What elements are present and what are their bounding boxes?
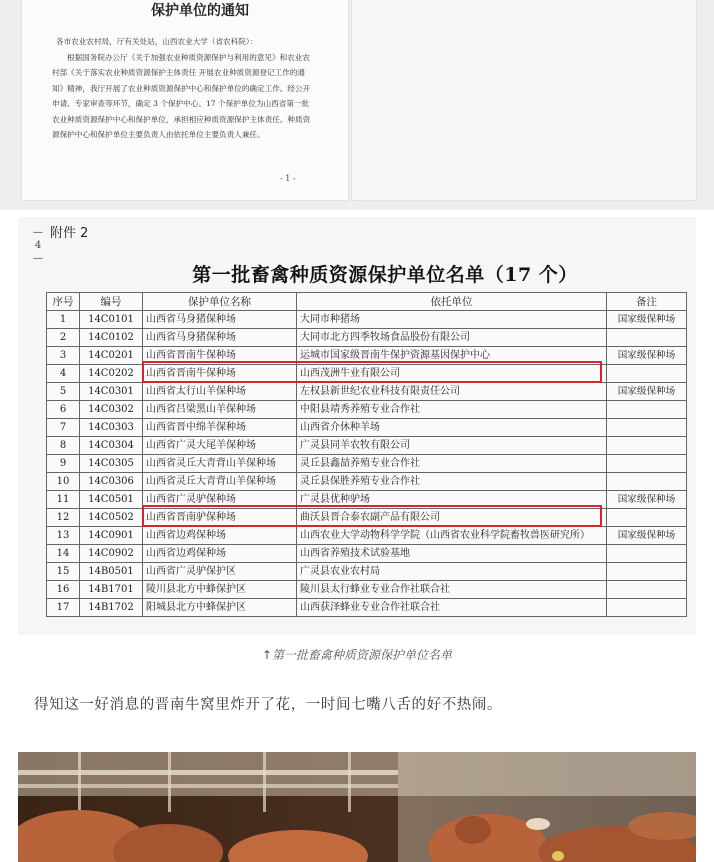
cell-note: 国家级保种场 <box>607 527 687 545</box>
table-row <box>47 509 687 527</box>
cell-code: 14C0202 <box>80 365 143 383</box>
attachment-label: 附件 2 <box>50 226 89 241</box>
table-row <box>47 599 687 617</box>
header-code: 编号 <box>80 293 143 311</box>
cell-host-org: 左权县新世纪农业科技有限责任公司 <box>297 383 607 401</box>
cell-unit-name: 山西省晋中绵羊保种场 <box>143 419 297 437</box>
table-row <box>47 347 687 365</box>
cell-unit-name: 山西省晋南牛保种场 <box>143 365 297 383</box>
cell-note: 国家级保种场 <box>607 347 687 365</box>
cell-unit-name: 山西省马身猪保种场 <box>143 329 297 347</box>
cell-note: 国家级保种场 <box>607 383 687 401</box>
cell-code: 14C0501 <box>80 491 143 509</box>
table-row <box>47 545 687 563</box>
cell-code: 14C0303 <box>80 419 143 437</box>
cell-index: 7 <box>47 419 80 437</box>
table-row <box>47 473 687 491</box>
cell-code: 14C0304 <box>80 437 143 455</box>
cell-note <box>607 401 687 419</box>
cell-code: 14B1702 <box>80 599 143 617</box>
cell-note <box>607 455 687 473</box>
cell-host-org: 运城市国家级晋南牛保护资源基因保护中心 <box>297 347 607 365</box>
cell-unit-name: 山西省马身猪保种场 <box>143 311 297 329</box>
cell-index: 16 <box>47 581 80 599</box>
cell-host-org: 山西省介休种羊场 <box>297 419 607 437</box>
header-host-org: 依托单位 <box>297 293 607 311</box>
cell-note <box>607 581 687 599</box>
table-row <box>47 311 687 329</box>
cell-note <box>607 329 687 347</box>
cell-code: 14C0201 <box>80 347 143 365</box>
cell-code: 14C0301 <box>80 383 143 401</box>
cell-host-org: 广灵县优种驴场 <box>297 491 607 509</box>
cell-code: 14C0305 <box>80 455 143 473</box>
table-row <box>47 581 687 599</box>
cell-host-org: 曲沃县晋合泰农副产品有限公司 <box>297 509 607 527</box>
cell-unit-name: 山西省晋南牛保种场 <box>143 347 297 365</box>
table-row <box>47 365 687 383</box>
cell-unit-name: 陵川县北方中蜂保护区 <box>143 581 297 599</box>
cell-host-org: 山西获泽蜂业专业合作社联合社 <box>297 599 607 617</box>
article-paragraph: 得知这一好消息的晋南牛窝里炸开了花，一时间七嘴八舌的好不热闹。 <box>34 697 503 713</box>
header-unit-name: 保护单位名称 <box>143 293 297 311</box>
table-header-row <box>47 293 687 311</box>
cell-index: 8 <box>47 437 80 455</box>
cell-index: 5 <box>47 383 80 401</box>
cell-code: 14C0901 <box>80 527 143 545</box>
notice-salutation: 各市农业农村局，厅有关处站，山西农业大学（省农科院）： <box>56 37 258 46</box>
cell-note <box>607 509 687 527</box>
cell-note <box>607 437 687 455</box>
cell-note <box>607 563 687 581</box>
notice-paragraph: 根据国务院办公厅《关于加强农业种质资源保护与利用的意见》和农业农村部《关于落实农业种质资源保护主体责任 开展农业种质资源登记工作的通知》精神，我厅开展了农业种质资源保护中心和保护单位的确定工作。经公开申请、专家审查等环节，确定 3 个保护中心、17 个保护单位为山西省第一批农业种质资源保护中心和保护单位，承担相应种质资源保护主体责任。种质资源保护中心和保护单位主要负责人由依托单位主要负责人兼任。 <box>52 52 311 139</box>
cell-unit-name: 山西省广灵驴保护区 <box>143 563 297 581</box>
table-row <box>47 491 687 509</box>
cell-host-org: 灵丘县保胜养殖专业合作社 <box>297 473 607 491</box>
cell-note <box>607 419 687 437</box>
cell-note <box>607 473 687 491</box>
cell-code: 14C0502 <box>80 509 143 527</box>
cell-index: 2 <box>47 329 80 347</box>
cell-unit-name: 山西省边鸡保种场 <box>143 527 297 545</box>
cell-index: 4 <box>47 365 80 383</box>
table-row <box>47 419 687 437</box>
cell-index: 13 <box>47 527 80 545</box>
cell-unit-name: 山西省边鸡保种场 <box>143 545 297 563</box>
cell-code: 14C0902 <box>80 545 143 563</box>
cell-code: 14B0501 <box>80 563 143 581</box>
cell-host-org: 广灵县农业农村局 <box>297 563 607 581</box>
cell-unit-name: 山西省广灵驴保种场 <box>143 491 297 509</box>
cell-code: 14C0102 <box>80 329 143 347</box>
cell-host-org: 山西农业大学动物科学学院（山西省农业科学院畜牧兽医研究所） <box>297 527 607 545</box>
table-row <box>47 563 687 581</box>
table-title: 第一批畜禽种质资源保护单位名单（17 个） <box>192 264 578 286</box>
table-row <box>47 383 687 401</box>
cell-unit-name: 山西省吕梁黑山羊保种场 <box>143 401 297 419</box>
cell-note: 国家级保种场 <box>607 311 687 329</box>
cell-code: 14C0306 <box>80 473 143 491</box>
header-note: 备注 <box>607 293 687 311</box>
notice-title: 保护单位的通知 <box>151 3 249 19</box>
cell-code: 14C0101 <box>80 311 143 329</box>
notice-scan-page-right <box>352 0 696 200</box>
table-row <box>47 401 687 419</box>
cell-host-org: 陵川县太行蜂业专业合作社联合社 <box>297 581 607 599</box>
cell-index: 17 <box>47 599 80 617</box>
table-row <box>47 437 687 455</box>
cell-host-org: 大同市种猪场 <box>297 311 607 329</box>
table-row <box>47 329 687 347</box>
image-caption: ↑第一批畜禽种质资源保护单位名单 <box>261 648 453 662</box>
cell-index: 15 <box>47 563 80 581</box>
cell-unit-name: 山西省广灵大尾羊保种场 <box>143 437 297 455</box>
cell-host-org: 山西茂洲牛业有限公司 <box>297 365 607 383</box>
cell-note <box>607 545 687 563</box>
cell-code: 14C0302 <box>80 401 143 419</box>
cell-index: 14 <box>47 545 80 563</box>
notice-body <box>52 34 314 143</box>
cell-index: 9 <box>47 455 80 473</box>
table-row <box>47 527 687 545</box>
cell-host-org: 山西省养殖技术试验基地 <box>297 545 607 563</box>
cell-note <box>607 365 687 383</box>
cattle-photo-icon <box>18 752 696 862</box>
cell-index: 1 <box>47 311 80 329</box>
cell-note: 国家级保种场 <box>607 491 687 509</box>
cattle-photo <box>18 752 696 862</box>
table-body <box>47 311 687 617</box>
cell-unit-name: 山西省灵丘大青背山羊保种场 <box>143 455 297 473</box>
cell-index: 11 <box>47 491 80 509</box>
table-row <box>47 455 687 473</box>
notice-page-number: - 1 - <box>280 174 296 183</box>
cell-index: 12 <box>47 509 80 527</box>
cell-index: 6 <box>47 401 80 419</box>
cell-host-org: 广灵县同羊农牧有限公司 <box>297 437 607 455</box>
cell-unit-name: 山西省太行山羊保种场 <box>143 383 297 401</box>
side-page-number: — 4 — <box>33 227 43 264</box>
header-index: 序号 <box>47 293 80 311</box>
cell-unit-name: 阳城县北方中蜂保护区 <box>143 599 297 617</box>
cell-index: 3 <box>47 347 80 365</box>
cell-unit-name: 山西省灵丘大青背山羊保种场 <box>143 473 297 491</box>
cell-host-org: 中阳县靖秀养殖专业合作社 <box>297 401 607 419</box>
protection-units-table <box>46 292 687 617</box>
cell-host-org: 灵丘县鑫喆养殖专业合作社 <box>297 455 607 473</box>
cell-host-org: 大同市北方四季牧场食品股份有限公司 <box>297 329 607 347</box>
cell-index: 10 <box>47 473 80 491</box>
cell-note <box>607 599 687 617</box>
cell-unit-name: 山西省晋南驴保种场 <box>143 509 297 527</box>
cell-code: 14B1701 <box>80 581 143 599</box>
